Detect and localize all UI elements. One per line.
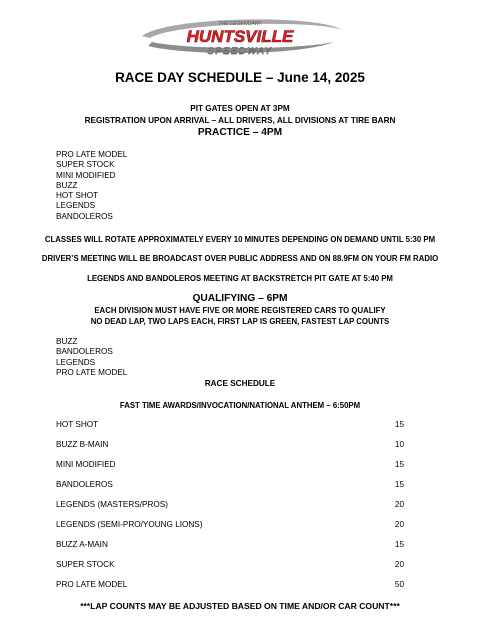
- qualifying-class-list: [56, 337, 127, 378]
- list-item: HOT SHOT: [56, 191, 99, 201]
- table-row: [56, 460, 404, 469]
- list-item: BANDOLEROS: [56, 211, 113, 221]
- list-item: LEGENDS: [56, 201, 96, 211]
- list-item: BUZZ: [56, 180, 78, 190]
- race-name: PRO LATE MODEL: [56, 580, 128, 589]
- practice-heading: PRACTICE – 4PM: [197, 127, 283, 138]
- rotate-note: CLASSES WILL ROTATE APPROXIMATELY EVERY 10 MINUTES DEPENDING ON DEMAND UNTIL 5:30 PM: [44, 235, 436, 244]
- race-name: LEGENDS (SEMI-PRO/YOUNG LIONS): [56, 520, 203, 529]
- list-item: LEGENDS: [56, 357, 96, 367]
- list-item: SUPER STOCK: [56, 160, 115, 170]
- qualifying-note-2: NO DEAD LAP, TWO LAPS EACH, FIRST LAP IS GREEN, FASTEST LAP COUNTS: [90, 317, 390, 326]
- race-laps: 20: [394, 500, 404, 509]
- table-row: [56, 520, 404, 529]
- race-laps: 15: [394, 460, 404, 469]
- logo-name: HUNTSVILLE: [186, 27, 294, 46]
- race-laps: 20: [394, 520, 404, 529]
- list-item: PRO LATE MODEL: [56, 150, 128, 159]
- table-row: [56, 500, 404, 509]
- race-name: BUZZ A-MAIN: [56, 540, 108, 549]
- logo-tagline: THE LEGENDARY: [218, 21, 262, 27]
- table-row: [56, 560, 404, 569]
- race-name: HOT SHOT: [56, 420, 99, 429]
- pit-gates-line: PIT GATES OPEN AT 3PM: [190, 104, 290, 113]
- table-row: [56, 540, 404, 549]
- table-row: [56, 440, 404, 449]
- huntsville-speedway-logo: [128, 12, 352, 58]
- qualifying-heading: QUALIFYING – 6PM: [192, 293, 288, 304]
- registration-line: REGISTRATION UPON ARRIVAL – ALL DRIVERS, ALL DIVISIONS AT TIRE BARN: [84, 116, 396, 125]
- race-laps: 20: [394, 560, 404, 569]
- footer-note: ***LAP COUNTS MAY BE ADJUSTED BASED ON TIME AND/OR CAR COUNT***: [80, 601, 400, 611]
- race-laps: 15: [394, 420, 404, 429]
- legends-meeting-note: LEGENDS AND BANDOLEROS MEETING AT BACKSTRETCH PIT GATE AT 5:40 PM: [87, 274, 393, 283]
- page-title: RACE DAY SCHEDULE – June 14, 2025: [115, 70, 365, 85]
- race-laps: 50: [394, 580, 404, 589]
- race-laps: 15: [394, 540, 404, 549]
- race-laps: 10: [394, 440, 404, 449]
- race-laps: 15: [394, 480, 404, 489]
- list-item: MINI MODIFIED: [56, 170, 116, 180]
- practice-class-list: [56, 150, 127, 222]
- table-row: [56, 580, 404, 589]
- logo-sub: SPEEDWAY: [207, 46, 273, 57]
- drivers-meeting-note: DRIVER’S MEETING WILL BE BROADCAST OVER PUBLIC ADDRESS AND ON 88.9FM ON YOUR FM RADIO: [41, 254, 439, 263]
- qualifying-note-1: EACH DIVISION MUST HAVE FIVE OR MORE REGISTERED CARS TO QUALIFY: [94, 306, 386, 315]
- list-item: BUZZ: [56, 337, 78, 346]
- table-row: [56, 420, 404, 429]
- logo-graphic: [128, 12, 352, 58]
- list-item: BANDOLEROS: [56, 347, 113, 357]
- race-name: MINI MODIFIED: [56, 460, 116, 469]
- race-schedule-heading: RACE SCHEDULE: [204, 379, 276, 388]
- race-name: SUPER STOCK: [56, 560, 115, 569]
- awards-line: FAST TIME AWARDS/INVOCATION/NATIONAL ANTHEM – 6:50PM: [119, 401, 361, 410]
- list-item: PRO LATE MODEL: [56, 367, 128, 377]
- race-name: BUZZ B-MAIN: [56, 440, 109, 449]
- table-row: [56, 480, 404, 489]
- race-name: BANDOLEROS: [56, 480, 113, 489]
- race-name: LEGENDS (MASTERS/PROS): [56, 500, 168, 509]
